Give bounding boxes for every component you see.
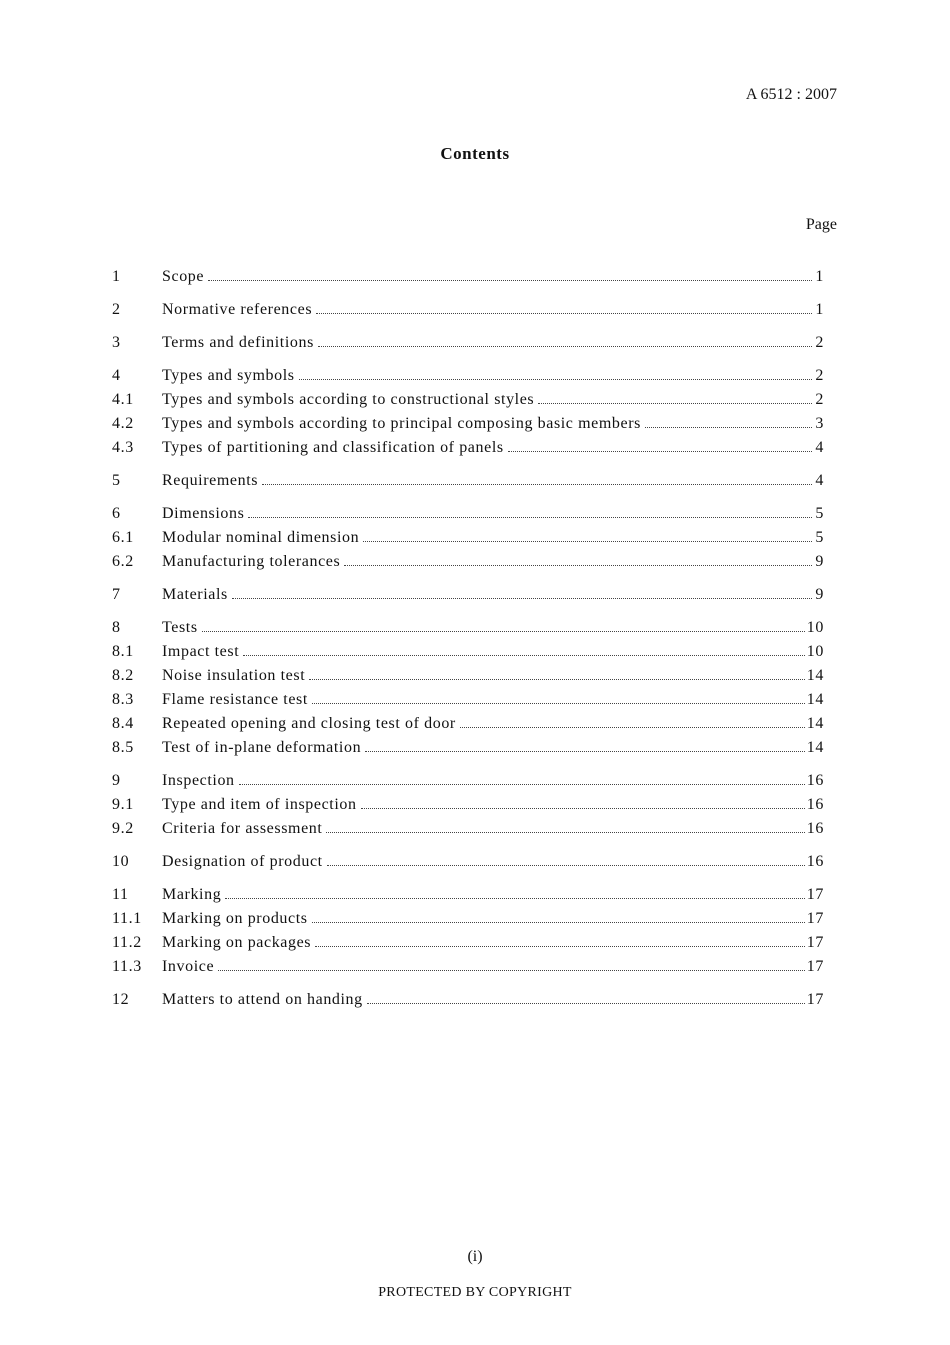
copyright-notice: PROTECTED BY COPYRIGHT xyxy=(378,1285,572,1300)
dot-leader xyxy=(315,945,805,947)
dot-leader xyxy=(208,279,812,281)
toc-entry-number: 9.2 xyxy=(112,820,134,837)
dot-leader xyxy=(318,345,812,347)
toc-entry[interactable] xyxy=(112,793,824,817)
page-column-heading: Page xyxy=(805,216,837,233)
toc-entry[interactable] xyxy=(112,616,824,640)
toc-entry-page: 17 xyxy=(806,934,824,951)
toc-entry-number: 4.3 xyxy=(112,439,134,456)
standard-number: A 6512 : 2007 xyxy=(745,86,837,103)
toc-entry-number: 11.1 xyxy=(112,910,142,927)
toc-entry-page: 17 xyxy=(806,991,824,1008)
toc-group xyxy=(112,616,824,760)
table-of-contents xyxy=(112,265,824,1021)
toc-group xyxy=(112,988,824,1012)
toc-entry-page: 16 xyxy=(806,796,824,813)
page-folio: (i) xyxy=(467,1248,483,1265)
toc-entry[interactable] xyxy=(112,688,824,712)
toc-group xyxy=(112,583,824,607)
toc-entry-label: Types and symbols according to principal composing basic members xyxy=(162,415,641,432)
dot-leader xyxy=(327,864,805,866)
dot-leader xyxy=(309,678,805,680)
toc-entry-page: 2 xyxy=(815,367,824,384)
dot-leader xyxy=(299,378,812,380)
toc-entry-number: 2 xyxy=(112,301,121,318)
toc-entry-number: 5 xyxy=(112,472,121,489)
toc-entry-label: Types and symbols according to constructional styles xyxy=(162,391,535,408)
toc-entry-page: 1 xyxy=(815,301,824,318)
toc-entry[interactable] xyxy=(112,712,824,736)
toc-entry-number: 4 xyxy=(112,367,121,384)
dot-leader xyxy=(508,450,812,452)
toc-entry-label: Terms and definitions xyxy=(162,334,314,351)
toc-entry-page: 17 xyxy=(806,886,824,903)
toc-entry-number: 3 xyxy=(112,334,121,351)
dot-leader xyxy=(239,783,805,785)
page-title: Contents xyxy=(440,144,510,163)
toc-entry-page: 9 xyxy=(815,553,824,570)
toc-entry[interactable] xyxy=(112,412,824,436)
toc-entry[interactable] xyxy=(112,736,824,760)
toc-entry-number: 6 xyxy=(112,505,121,522)
dot-leader xyxy=(225,897,804,899)
toc-entry-label: Matters to attend on handing xyxy=(162,991,363,1008)
toc-entry-number: 1 xyxy=(112,268,121,285)
toc-entry-page: 14 xyxy=(806,739,824,756)
toc-entry-label: Type and item of inspection xyxy=(162,796,357,813)
toc-entry-number: 9 xyxy=(112,772,121,789)
toc-entry-number: 11.3 xyxy=(112,958,142,975)
toc-group xyxy=(112,502,824,574)
toc-group xyxy=(112,364,824,460)
toc-entry[interactable] xyxy=(112,850,824,874)
toc-entry-number: 7 xyxy=(112,586,121,603)
toc-entry[interactable] xyxy=(112,931,824,955)
toc-entry-number: 8.3 xyxy=(112,691,134,708)
toc-entry[interactable] xyxy=(112,298,824,322)
dot-leader xyxy=(326,831,804,833)
toc-entry[interactable] xyxy=(112,388,824,412)
toc-entry-label: Marking on packages xyxy=(162,934,312,951)
toc-entry-number: 12 xyxy=(112,991,130,1008)
toc-group xyxy=(112,331,824,355)
toc-entry-label: Marking xyxy=(162,886,222,903)
toc-entry[interactable] xyxy=(112,436,824,460)
toc-entry-label: Dimensions xyxy=(162,505,245,522)
toc-group xyxy=(112,769,824,841)
toc-entry-page: 4 xyxy=(815,439,824,456)
toc-entry-page: 14 xyxy=(806,667,824,684)
dot-leader xyxy=(645,426,812,428)
toc-entry-number: 8.2 xyxy=(112,667,134,684)
toc-entry[interactable] xyxy=(112,502,824,526)
toc-entry[interactable] xyxy=(112,364,824,388)
toc-entry-label: Impact test xyxy=(162,643,240,660)
toc-entry-page: 14 xyxy=(806,715,824,732)
toc-entry-label: Tests xyxy=(162,619,198,636)
toc-entry-label: Manufacturing tolerances xyxy=(162,553,341,570)
toc-entry-label: Marking on products xyxy=(162,910,308,927)
toc-entry[interactable] xyxy=(112,988,824,1012)
toc-entry[interactable] xyxy=(112,664,824,688)
toc-entry-number: 6.1 xyxy=(112,529,134,546)
toc-entry[interactable] xyxy=(112,469,824,493)
toc-entry-label: Repeated opening and closing test of door xyxy=(162,715,456,732)
toc-entry-label: Scope xyxy=(162,268,205,285)
toc-group xyxy=(112,298,824,322)
toc-group xyxy=(112,850,824,874)
dot-leader xyxy=(367,1002,805,1004)
toc-entry-number: 8 xyxy=(112,619,121,636)
toc-entry[interactable] xyxy=(112,883,824,907)
dot-leader xyxy=(218,969,805,971)
toc-entry-page: 5 xyxy=(815,529,824,546)
dot-leader xyxy=(243,654,805,656)
toc-entry-number: 8.1 xyxy=(112,643,134,660)
toc-entry[interactable] xyxy=(112,955,824,979)
dot-leader xyxy=(365,750,805,752)
toc-entry-page: 1 xyxy=(815,268,824,285)
toc-entry-label: Types and symbols xyxy=(162,367,295,384)
toc-entry-label: Noise insulation test xyxy=(162,667,306,684)
toc-entry[interactable] xyxy=(112,265,824,289)
toc-group xyxy=(112,883,824,979)
toc-entry-page: 17 xyxy=(806,910,824,927)
toc-entry-label: Invoice xyxy=(162,958,215,975)
toc-entry-number: 6.2 xyxy=(112,553,134,570)
toc-entry-number: 8.5 xyxy=(112,739,134,756)
toc-entry[interactable] xyxy=(112,907,824,931)
toc-entry-page: 5 xyxy=(815,505,824,522)
toc-entry-page: 16 xyxy=(806,772,824,789)
toc-group xyxy=(112,469,824,493)
toc-entry-label: Test of in-plane deformation xyxy=(162,739,362,756)
toc-entry[interactable] xyxy=(112,769,824,793)
toc-entry[interactable] xyxy=(112,331,824,355)
dot-leader xyxy=(312,702,805,704)
toc-entry[interactable] xyxy=(112,550,824,574)
toc-entry-page: 17 xyxy=(806,958,824,975)
toc-entry-number: 9.1 xyxy=(112,796,134,813)
toc-entry-page: 16 xyxy=(806,820,824,837)
toc-entry-number: 4.1 xyxy=(112,391,134,408)
toc-entry-label: Normative references xyxy=(162,301,313,318)
toc-entry-page: 3 xyxy=(815,415,824,432)
toc-entry-label: Designation of product xyxy=(162,853,323,870)
dot-leader xyxy=(316,312,812,314)
toc-entry[interactable] xyxy=(112,817,824,841)
toc-entry-label: Requirements xyxy=(162,472,259,489)
toc-entry-page: 9 xyxy=(815,586,824,603)
toc-entry-label: Flame resistance test xyxy=(162,691,308,708)
dot-leader xyxy=(361,807,805,809)
dot-leader xyxy=(312,921,805,923)
toc-entry-number: 11 xyxy=(112,886,129,903)
dot-leader xyxy=(363,540,812,542)
toc-entry-page: 2 xyxy=(815,391,824,408)
toc-entry-label: Criteria for assessment xyxy=(162,820,323,837)
dot-leader xyxy=(460,726,805,728)
toc-entry-number: 8.4 xyxy=(112,715,134,732)
toc-entry-label: Materials xyxy=(162,586,228,603)
toc-entry[interactable] xyxy=(112,640,824,664)
dot-leader xyxy=(232,597,812,599)
dot-leader xyxy=(538,402,812,404)
dot-leader xyxy=(202,630,805,632)
toc-entry-number: 4.2 xyxy=(112,415,134,432)
toc-entry-page: 4 xyxy=(815,472,824,489)
toc-entry-label: Inspection xyxy=(162,772,235,789)
dot-leader xyxy=(262,483,812,485)
toc-entry-number: 11.2 xyxy=(112,934,142,951)
toc-entry-page: 16 xyxy=(806,853,824,870)
toc-entry-label: Types of partitioning and classification of panels xyxy=(162,439,504,456)
toc-entry-page: 10 xyxy=(806,619,824,636)
toc-entry-page: 10 xyxy=(806,643,824,660)
toc-entry[interactable] xyxy=(112,583,824,607)
dot-leader xyxy=(344,564,812,566)
toc-entry-page: 2 xyxy=(815,334,824,351)
toc-entry[interactable] xyxy=(112,526,824,550)
toc-entry-label: Modular nominal dimension xyxy=(162,529,360,546)
toc-entry-page: 14 xyxy=(806,691,824,708)
dot-leader xyxy=(248,516,812,518)
toc-group xyxy=(112,265,824,289)
toc-entry-number: 10 xyxy=(112,853,130,870)
